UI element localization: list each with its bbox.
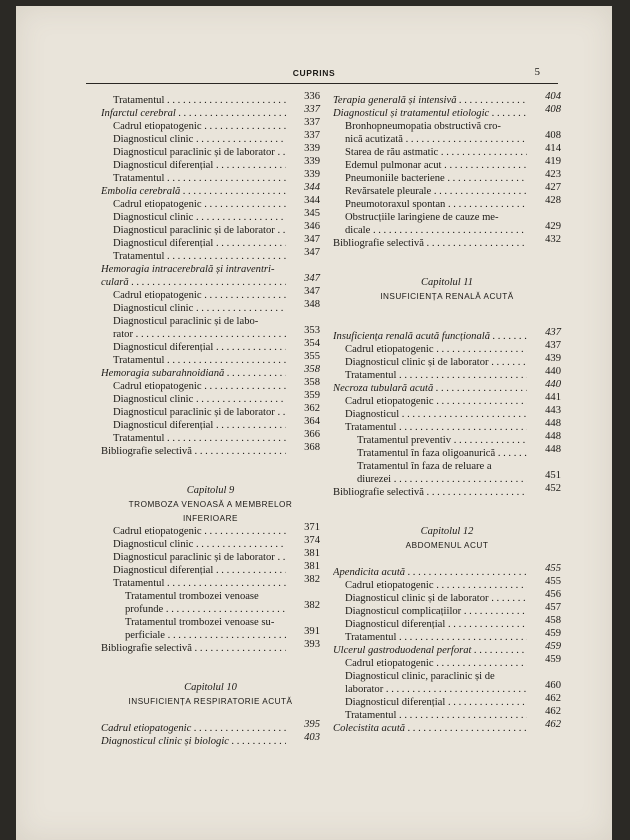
toc-entry-page: 358 — [304, 364, 320, 375]
toc-entry-title: Tratamentul în faza de reluare a — [357, 461, 492, 472]
toc-entry-title: nică acutizată . . . — [333, 133, 527, 146]
toc-entry-title: Diagnosticul clinic și de laborator . . . — [333, 356, 527, 369]
toc-entry-page: 362 — [304, 403, 320, 414]
toc-entry-title: Diagnosticul clinic . . . — [101, 302, 286, 315]
chapter-label: Capitolul 9 — [186, 485, 235, 496]
toc-entry-title: Cadrul etiopatogenic . . . — [101, 525, 286, 538]
toc-entry-page: 346 — [304, 221, 320, 232]
toc-entry-title: Cadrul etiopatogenic . . . — [333, 657, 527, 670]
toc-entry-page: 348 — [304, 299, 320, 310]
toc-entry-page: 336 — [304, 91, 320, 102]
book-page — [16, 6, 612, 840]
toc-entry-title: Diagnosticul . . . — [333, 408, 527, 421]
toc-entry-title: Tratamentul . . . — [101, 432, 286, 445]
toc-entry-title: Cadrul etiopatogenic . . . — [101, 198, 286, 211]
toc-entry-title: Diagnosticul paraclinic și de laborator . . . — [101, 146, 286, 159]
toc-entry-page: 339 — [304, 156, 320, 167]
toc-entry-title: laborator . . . — [333, 683, 527, 696]
toc-entry[interactable] — [333, 615, 561, 631]
toc-entry-page: 347 — [304, 234, 320, 245]
toc-entry[interactable] — [333, 211, 561, 224]
toc-entry[interactable] — [101, 315, 320, 328]
toc-entry-title: Cadrul etiopatogenic . . . — [101, 380, 286, 393]
toc-entry[interactable] — [333, 589, 561, 605]
toc-entry-title: Tratamentul . . . — [333, 631, 527, 644]
toc-entry-page: 462 — [545, 719, 561, 730]
toc-entry-title: Infarctul cerebral . . . — [101, 107, 286, 120]
toc-entry-page: 366 — [304, 429, 320, 440]
toc-entry-title: Diagnosticul complicațiilor . . . — [333, 605, 527, 618]
toc-entry[interactable] — [101, 234, 320, 250]
toc-entry-page: 432 — [545, 234, 561, 245]
toc-entry[interactable] — [333, 460, 561, 473]
toc-entry-page: 359 — [304, 390, 320, 401]
toc-entry-title: Hemoragia subarahnoidiană . . . — [101, 367, 286, 380]
toc-entry-title: Diagnosticul clinic și biologic . . . — [101, 735, 286, 748]
toc-entry-page: 337 — [304, 117, 320, 128]
toc-entry-page: 337 — [304, 104, 320, 115]
toc-entry[interactable] — [101, 117, 320, 133]
toc-entry[interactable] — [333, 156, 561, 172]
toc-entry-title: Bibliografie selectivă . . . — [101, 445, 286, 458]
toc-entry-page: 355 — [304, 351, 320, 362]
toc-entry-title: Diagnosticul diferențial . . . — [101, 159, 286, 172]
toc-entry[interactable] — [101, 91, 320, 107]
toc-entry[interactable] — [333, 576, 561, 592]
toc-entry-title: profunde . . . — [101, 603, 286, 616]
toc-entry[interactable] — [101, 299, 320, 315]
toc-entry[interactable] — [101, 143, 320, 159]
spacer — [333, 250, 561, 263]
toc-entry-title: diurezei . . . — [333, 473, 527, 486]
toc-entry-title: Edemul pulmonar acut . . . — [333, 159, 527, 172]
toc-entry-title: Tratamentul . . . — [101, 354, 286, 367]
toc-entry[interactable] — [101, 221, 320, 237]
toc-entry-page: 374 — [304, 535, 320, 546]
toc-entry-title: Diagnosticul clinic și de laborator . . . — [333, 592, 527, 605]
toc-entry-title: Tratamentul preventiv . . . — [333, 434, 527, 447]
toc-entry-page: 337 — [304, 130, 320, 141]
toc-entry[interactable] — [101, 273, 320, 289]
toc-entry-title: Tratamentul . . . — [101, 172, 286, 185]
toc-entry[interactable] — [101, 208, 320, 224]
toc-entry[interactable] — [333, 680, 561, 696]
toc-entry-title: Cadrul etiopatogenic . . . — [101, 120, 286, 133]
toc-entry-title: Tratamentul . . . — [333, 421, 527, 434]
chapter-label: Capitolul 10 — [184, 682, 237, 693]
header-title: CUPRINS — [292, 68, 336, 78]
toc-entry-title: Diagnosticul paraclinic și de laborator . . . — [101, 406, 286, 419]
toc-entry-title: Cadrul etiopatogenic . . . — [101, 289, 286, 302]
toc-entry-page: 455 — [545, 563, 561, 574]
toc-entry[interactable] — [101, 429, 320, 445]
toc-entry-page: 345 — [304, 208, 320, 219]
toc-entry[interactable] — [333, 719, 561, 735]
toc-entry-title: Pneumotoraxul spontan . . . — [333, 198, 527, 211]
toc-entry[interactable] — [333, 483, 561, 499]
toc-entry-title: Terapia generală și intensivă . . . — [333, 94, 527, 107]
toc-entry[interactable] — [333, 91, 561, 107]
toc-entry-page: 440 — [545, 366, 561, 377]
spacer — [101, 668, 320, 681]
toc-entry-page: 344 — [304, 195, 320, 206]
toc-entry-page: 393 — [304, 639, 320, 650]
toc-entry-page: 439 — [545, 353, 561, 364]
toc-entry-title: perficiale . . . — [101, 629, 286, 642]
toc-entry-page: 391 — [304, 626, 320, 637]
toc-entry-title: Diagnosticul diferențial . . . — [333, 696, 527, 709]
toc-column-right — [333, 91, 561, 735]
running-header — [16, 64, 612, 84]
toc-entry[interactable] — [101, 263, 320, 276]
toc-entry-title: Insuficiența renală acută funcțională . . . — [333, 330, 527, 343]
toc-entry-page: 457 — [545, 602, 561, 613]
toc-entry[interactable] — [333, 418, 561, 434]
toc-entry-title: Diagnosticul diferențial . . . — [333, 618, 527, 631]
toc-entry-page: 408 — [545, 130, 561, 141]
toc-entry-page: 368 — [304, 442, 320, 453]
toc-entry-page: 458 — [545, 615, 561, 626]
toc-entry[interactable] — [101, 600, 320, 616]
toc-entry-page: 347 — [304, 247, 320, 258]
chapter-title: TROMBOZA VENOASĂ A MEMBRELOR INFERIOARE — [128, 500, 293, 523]
toc-entry[interactable] — [101, 286, 320, 302]
toc-column-left — [101, 91, 320, 748]
toc-entry-page: 455 — [545, 576, 561, 587]
toc-entry-page: 427 — [545, 182, 561, 193]
toc-entry[interactable] — [101, 548, 320, 564]
toc-entry[interactable] — [333, 366, 561, 382]
toc-entry-page: 403 — [304, 732, 320, 743]
toc-entry[interactable] — [333, 654, 561, 670]
toc-entry[interactable] — [333, 602, 561, 618]
toc-entry[interactable] — [101, 732, 320, 748]
toc-entry-page: 423 — [545, 169, 561, 180]
toc-entry-title: Cadrul etiopatogenic . . . — [333, 579, 527, 592]
toc-entry-title: Diagnosticul paraclinic și de labo- — [113, 316, 259, 327]
toc-entry-title: Embolia cerebrală . . . — [101, 185, 286, 198]
toc-entry[interactable] — [101, 442, 320, 458]
toc-entry[interactable] — [333, 221, 561, 237]
toc-entry[interactable] — [333, 563, 561, 579]
toc-entry-title: Cadrul etiopatogenic . . . — [333, 343, 527, 356]
toc-entry-page: 339 — [304, 169, 320, 180]
toc-entry[interactable] — [101, 639, 320, 655]
toc-entry[interactable] — [101, 377, 320, 393]
toc-entry[interactable] — [101, 522, 320, 538]
toc-entry-page: 428 — [545, 195, 561, 206]
spacer — [101, 655, 320, 668]
toc-entry-page: 440 — [545, 379, 561, 390]
toc-entry-page: 347 — [304, 273, 320, 284]
toc-entry-title: rator . . . — [101, 328, 286, 341]
toc-entry-page: 462 — [545, 706, 561, 717]
toc-entry-title: Tratamentul . . . — [333, 709, 527, 722]
toc-entry[interactable] — [333, 431, 561, 447]
toc-entry-page: 358 — [304, 377, 320, 388]
toc-entry-page: 382 — [304, 600, 320, 611]
toc-entry-page: 451 — [545, 470, 561, 481]
toc-entry[interactable] — [101, 130, 320, 146]
toc-entry-title: Obstrucțiile laringiene de cauze me- — [345, 212, 499, 223]
toc-entry-title: Bibliografie selectivă . . . — [333, 486, 527, 499]
toc-entry[interactable] — [333, 670, 561, 683]
toc-entry-page: 452 — [545, 483, 561, 494]
toc-entry-title: Starea de rău astmatic . . . — [333, 146, 527, 159]
toc-entry[interactable] — [101, 416, 320, 432]
toc-entry-page: 381 — [304, 548, 320, 559]
toc-entry-title: culară . . . — [101, 276, 286, 289]
toc-entry-title: dicale . . . — [333, 224, 527, 237]
toc-entry-page: 441 — [545, 392, 561, 403]
toc-entry[interactable] — [101, 574, 320, 590]
toc-entry[interactable] — [101, 390, 320, 406]
toc-entry-title: Tratamentul trombozei venoase — [125, 591, 259, 602]
toc-entry-page: 395 — [304, 719, 320, 730]
toc-entry-page: 448 — [545, 444, 561, 455]
toc-entry[interactable] — [333, 392, 561, 408]
toc-entry-page: 419 — [545, 156, 561, 167]
toc-entry[interactable] — [333, 169, 561, 185]
toc-entry-page: 437 — [545, 327, 561, 338]
toc-entry[interactable] — [333, 353, 561, 369]
chapter-title: INSUFICIENȚA RESPIRATORIE ACUTĂ — [128, 697, 293, 706]
toc-entry-title: Tratamentul . . . — [333, 369, 527, 382]
spacer — [333, 512, 561, 525]
toc-entry[interactable] — [333, 641, 561, 657]
chapter-title: INSUFICIENȚA RENALĂ ACUTĂ — [380, 292, 514, 301]
toc-entry-page: 381 — [304, 561, 320, 572]
toc-entry-title: Tratamentul . . . — [101, 250, 286, 263]
toc-entry-page: 456 — [545, 589, 561, 600]
page-number: 5 — [534, 66, 540, 78]
chapter-title: ABDOMENUL ACUT — [405, 541, 489, 550]
toc-entry-page: 414 — [545, 143, 561, 154]
toc-entry-page: 382 — [304, 574, 320, 585]
toc-entry[interactable] — [101, 616, 320, 629]
toc-entry-page: 344 — [304, 182, 320, 193]
toc-entry-title: Bronhopneumopatia obstructivă cro- — [345, 121, 501, 132]
toc-entry-title: Diagnosticul clinic . . . — [101, 393, 286, 406]
toc-entry[interactable] — [101, 535, 320, 551]
chapter-heading — [101, 484, 320, 523]
chapter-label: Capitolul 11 — [420, 277, 474, 288]
toc-entry-page: 353 — [304, 325, 320, 336]
toc-entry[interactable] — [101, 325, 320, 341]
toc-entry-title: Pneumoniile bacteriene . . . — [333, 172, 527, 185]
toc-entry-page: 347 — [304, 286, 320, 297]
toc-entry-title: Diagnosticul diferențial . . . — [101, 564, 286, 577]
toc-entry-page: 459 — [545, 628, 561, 639]
toc-entry-title: Bibliografie selectivă . . . — [333, 237, 527, 250]
toc-entry-title: Diagnosticul diferențial . . . — [101, 237, 286, 250]
spacer — [333, 263, 561, 276]
toc-entry-title: Colecistita acută . . . — [333, 722, 527, 735]
toc-entry-page: 371 — [304, 522, 320, 533]
toc-entry[interactable] — [101, 247, 320, 263]
toc-entry-page: 339 — [304, 143, 320, 154]
toc-entry[interactable] — [333, 120, 561, 133]
toc-entry[interactable] — [333, 104, 561, 120]
toc-entry[interactable] — [101, 403, 320, 419]
toc-entry-title: Tratamentul în faza oligoanurică . . . — [333, 447, 527, 460]
toc-entry[interactable] — [101, 195, 320, 211]
toc-entry[interactable] — [333, 340, 561, 356]
toc-entry[interactable] — [101, 719, 320, 735]
toc-entry[interactable] — [101, 169, 320, 185]
toc-entry[interactable] — [101, 626, 320, 642]
toc-entry-page: 459 — [545, 654, 561, 665]
toc-entry-page: 448 — [545, 418, 561, 429]
toc-entry[interactable] — [101, 590, 320, 603]
toc-entry-page: 354 — [304, 338, 320, 349]
spacer — [333, 317, 561, 330]
toc-entry-title: Cadrul etiopatogenic . . . — [101, 722, 286, 735]
toc-entry[interactable] — [333, 379, 561, 395]
spacer — [101, 709, 320, 722]
spacer — [101, 471, 320, 484]
toc-entry[interactable] — [101, 338, 320, 354]
toc-entry-page: 460 — [545, 680, 561, 691]
spacer — [333, 499, 561, 512]
toc-entry[interactable] — [333, 130, 561, 146]
toc-entry[interactable] — [333, 327, 561, 343]
toc-entry[interactable] — [333, 234, 561, 250]
toc-entry-title: Necroza tubulară acută . . . — [333, 382, 527, 395]
toc-entry[interactable] — [101, 561, 320, 577]
spacer — [101, 512, 320, 525]
toc-entry[interactable] — [101, 104, 320, 120]
toc-entry-title: Apendicita acută . . . — [333, 566, 527, 579]
toc-entry[interactable] — [333, 470, 561, 486]
spacer — [333, 304, 561, 317]
toc-entry-title: Diagnosticul clinic . . . — [101, 211, 286, 224]
header-rule — [86, 83, 558, 84]
toc-entry-title: Bibliografie selectivă . . . — [101, 642, 286, 655]
spacer — [333, 553, 561, 566]
toc-entry-title: Hemoragia intracerebrală și intraventri- — [101, 264, 275, 275]
toc-entry-title: Ulcerul gastroduodenal perforat . . . — [333, 644, 527, 657]
toc-entry-page: 459 — [545, 641, 561, 652]
chapter-heading — [333, 276, 561, 304]
toc-entry-page: 448 — [545, 431, 561, 442]
toc-entry-page: 408 — [545, 104, 561, 115]
chapter-label: Capitolul 12 — [420, 526, 474, 537]
toc-entry-page: 404 — [545, 91, 561, 102]
toc-entry[interactable] — [333, 693, 561, 709]
toc-entry-title: Diagnosticul diferențial . . . — [101, 419, 286, 432]
toc-entry-title: Tratamentul trombozei venoase su- — [125, 617, 275, 628]
toc-entry-title: Diagnosticul diferențial . . . — [101, 341, 286, 354]
toc-entry-page: 443 — [545, 405, 561, 416]
toc-entry[interactable] — [333, 405, 561, 421]
toc-entry-title: Cadrul etiopatogenic . . . — [333, 395, 527, 408]
toc-entry-title: Diagnosticul paraclinic și de laborator . . . — [101, 551, 286, 564]
toc-entry-page: 462 — [545, 693, 561, 704]
toc-entry[interactable] — [101, 156, 320, 172]
chapter-heading — [333, 525, 561, 553]
toc-entry-title: Revărsatele pleurale . . . — [333, 185, 527, 198]
toc-entry-title: Diagnosticul paraclinic și de laborator . . . — [101, 224, 286, 237]
spacer — [101, 458, 320, 471]
toc-entry[interactable] — [101, 364, 320, 380]
toc-entry-page: 437 — [545, 340, 561, 351]
toc-entry-page: 429 — [545, 221, 561, 232]
toc-entry[interactable] — [333, 706, 561, 722]
toc-entry[interactable] — [333, 195, 561, 211]
toc-entry-title: Diagnosticul clinic . . . — [101, 538, 286, 551]
toc-entry-title: Tratamentul . . . — [101, 577, 286, 590]
toc-entry-page: 364 — [304, 416, 320, 427]
chapter-heading — [101, 681, 320, 709]
toc-entry-title: Diagnosticul și tratamentul etiologic . . . — [333, 107, 527, 120]
toc-entry[interactable] — [101, 351, 320, 367]
toc-entry[interactable] — [333, 628, 561, 644]
toc-entry-title: Diagnosticul clinic, paraclinic și de — [345, 671, 495, 682]
toc-entry-title: Diagnosticul clinic . . . — [101, 133, 286, 146]
toc-entry-title: Tratamentul . . . — [101, 94, 286, 107]
toc-entry[interactable] — [333, 143, 561, 159]
toc-entry[interactable] — [101, 182, 320, 198]
toc-entry[interactable] — [333, 182, 561, 198]
toc-entry[interactable] — [333, 444, 561, 460]
